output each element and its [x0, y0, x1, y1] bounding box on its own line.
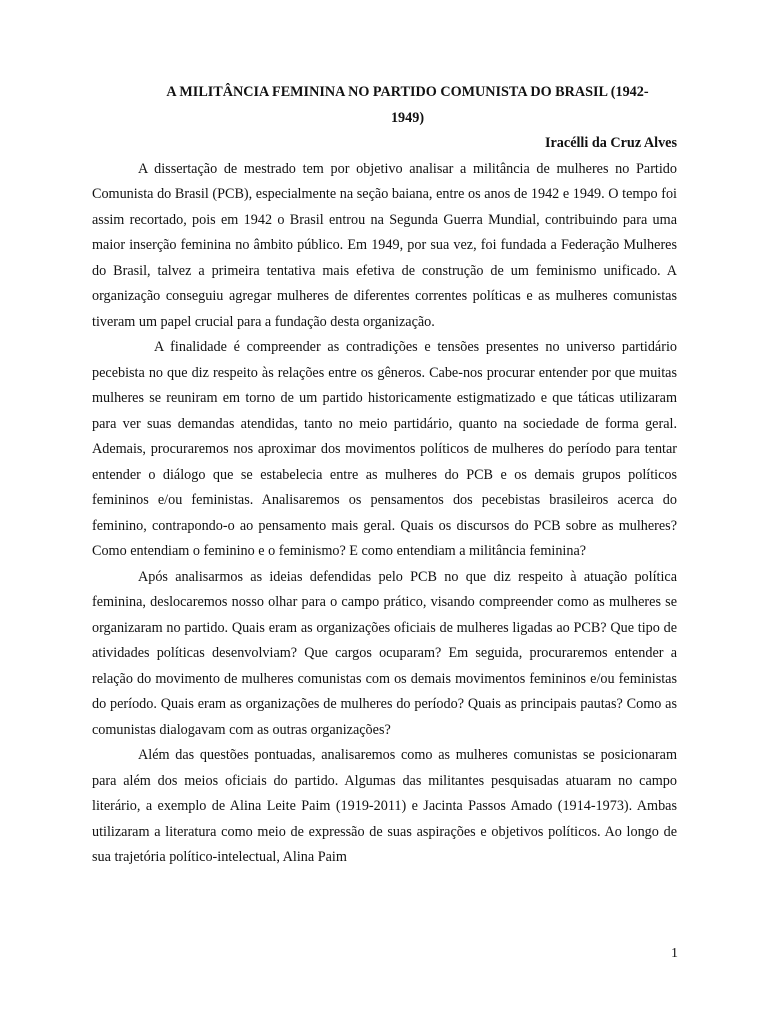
paragraph-1: A dissertação de mestrado tem por objetivo analisar a militância de mulheres no Partido Comunista do Brasil (PCB), especialmente na seção baiana, entre os anos de 1942 e 1949. O tempo foi assim recortado, pois em 1942 o Brasil entrou na Segunda Guerra Mundial, contribuindo para uma maior inserção feminina no âmbito público. Em 1949, por sua vez, foi fundada a Federação Mulheres do Brasil, talvez a primeira tentativa mais efetiva de construção de um feminismo unificado. A organização conseguiu agregar mulheres de diferentes correntes políticas e as mulheres comunistas tiveram um papel crucial para a fundação desta organização. [92, 160, 677, 330]
document-title [92, 80, 677, 131]
title-line-2: 1949) [390, 109, 425, 126]
document-page [92, 80, 677, 871]
title-line-1: A MILITÂNCIA FEMININA NO PARTIDO COMUNISTA DO BRASIL (1942- [166, 84, 649, 100]
paragraph-3: Após analisarmos as ideias defendidas pelo PCB no que diz respeito à atuação política feminina, deslocaremos nosso olhar para o campo prático, visando compreender como as mulheres se organizaram no partido. Quais eram as organizações oficiais de mulheres ligadas ao PCB? Que tipo de atividades políticas desenvolviam? Que cargos ocuparam? Em seguida, procuraremos entender a relação do movimento de mulheres comunistas com os demais movimentos femininos e/ou feministas do período. Quais eram as organizações de mulheres do período? Quais as principais pautas? Como as comunistas dialogavam com as outras organizações? [92, 568, 677, 738]
paragraph-4: Além das questões pontuadas, analisaremos como as mulheres comunistas se posicionaram para além dos meios oficiais do partido. Algumas das militantes pesquisadas atuaram no campo literário, a exemplo de Alina Leite Paim (1919-2011) e Jacinta Passos Amado (1914-1973). Ambas utilizaram a literatura como meio de expressão de suas aspirações e objetivos políticos. Ao longo de sua trajetória político-intelectual, Alina Paim [92, 747, 677, 865]
paragraph-2: A finalidade é compreender as contradições e tensões presentes no universo partidário pecebista no que diz respeito às relações entre os gêneros. Cabe-nos procurar entender por que muitas mulheres se reuniram em torno de um partido historicamente estigmatizado e que táticas utilizaram para ver suas demandas atendidas, tanto no meio partidário, quanto na sociedade de forma geral. Ademais, procuraremos nos aproximar dos movimentos políticos de mulheres do período para tentar entender o diálogo que se estabelecia entre as mulheres do PCB e os demais grupos políticos femininos e/ou feministas. Analisaremos os pensamentos dos pecebistas brasileiros acerca do feminino, contrapondo-o ao pensamento mais geral. Quais os discursos do PCB sobre as mulheres? Como entendiam o feminino e o feminismo? E como entendiam a militância feminina? [92, 339, 677, 559]
page-number: 1 [671, 946, 678, 961]
author-name: Iracélli da Cruz Alves [544, 135, 677, 151]
